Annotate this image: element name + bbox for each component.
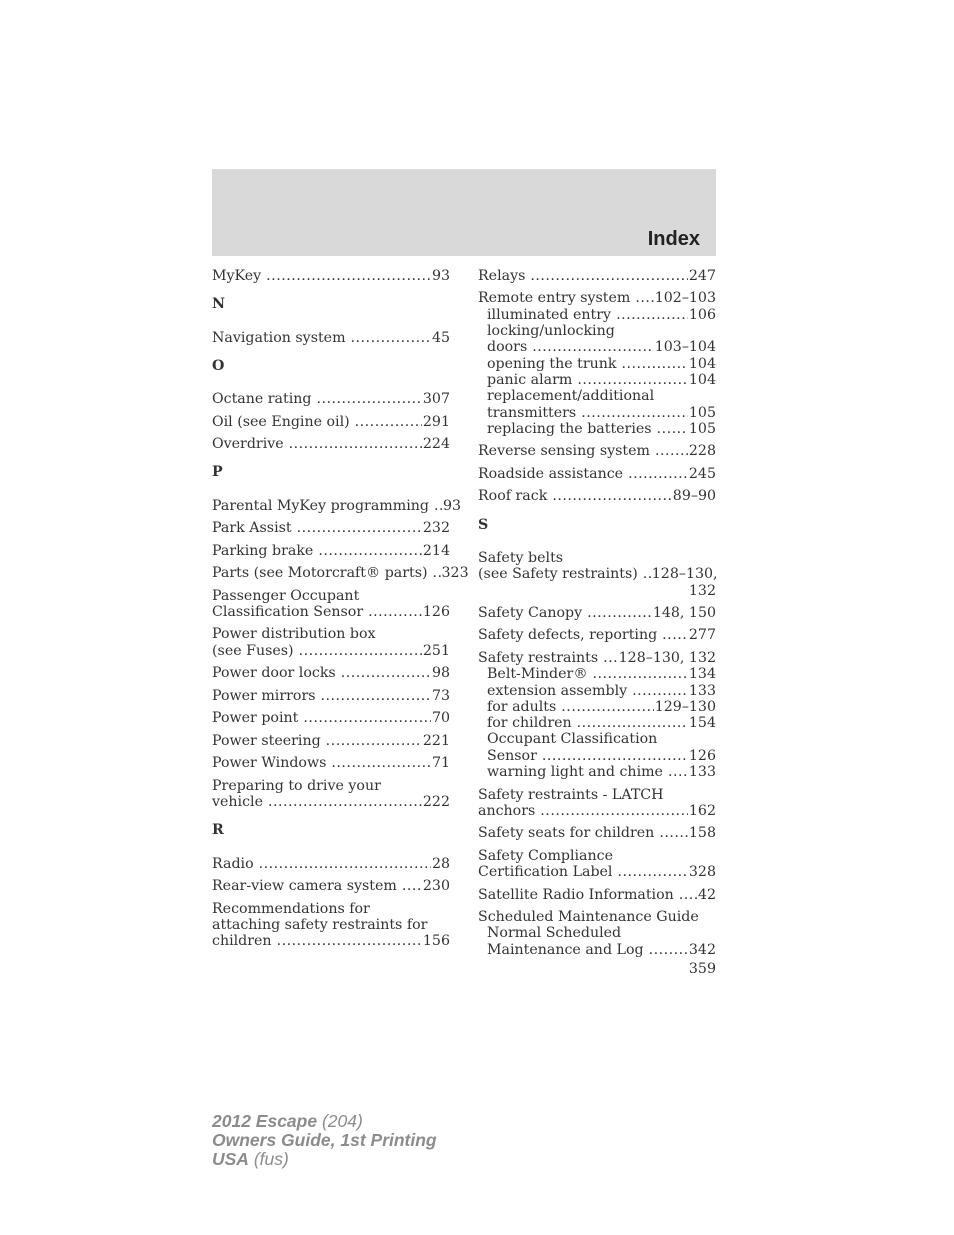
page-ref: 228	[688, 443, 716, 460]
entry-text: Classification Sensor	[212, 603, 364, 620]
page-ref: 106	[688, 306, 716, 323]
index-entry	[212, 665, 450, 681]
leader-dots	[603, 650, 618, 666]
index-entry	[212, 755, 450, 771]
page-ref: 134	[688, 666, 716, 683]
leader-dots	[617, 864, 687, 880]
entry-text: Octane rating	[212, 391, 312, 408]
index-entry	[487, 731, 716, 764]
section-letter: O	[212, 357, 225, 374]
index-entry-group	[478, 909, 716, 958]
entry-line	[478, 488, 716, 504]
index-entry	[487, 666, 716, 682]
entry-text: Preparing to drive your	[212, 777, 381, 794]
entry-text: Roof rack	[478, 488, 548, 505]
entry-text: Normal Scheduled	[487, 925, 622, 942]
entry-line	[478, 627, 716, 643]
entry-text: Park Assist	[212, 520, 292, 537]
leader-dots	[316, 391, 421, 407]
footer	[212, 1112, 437, 1169]
entry-text: for children	[487, 715, 572, 732]
entry-text: doors	[487, 339, 528, 356]
page-ref: 45	[431, 329, 450, 346]
entry-line	[212, 414, 450, 430]
page-ref: 148, 150	[652, 604, 716, 621]
index-entry	[487, 307, 716, 323]
leader-dots	[552, 488, 671, 504]
page-ref: 245	[688, 465, 716, 482]
leader-dots	[542, 748, 688, 764]
entry-line	[212, 710, 450, 726]
entry-text: (see Fuses)	[212, 642, 294, 659]
section-letter: S	[478, 516, 489, 533]
entry-text: MyKey	[212, 268, 262, 284]
index-entry	[487, 323, 716, 356]
index-column-left	[212, 268, 469, 956]
page-ref: 71	[431, 755, 450, 772]
entry-text: Overdrive	[212, 436, 284, 453]
index-entry	[478, 466, 716, 482]
entry-text: extension assembly	[487, 682, 628, 699]
index-entry	[478, 550, 716, 599]
section-letter: N	[212, 296, 225, 313]
page-ref: 126	[688, 747, 716, 764]
index-entry-group	[478, 290, 716, 437]
leader-dots	[628, 466, 688, 482]
leader-dots	[659, 825, 688, 841]
leader-dots	[331, 755, 431, 771]
leader-dots	[341, 665, 431, 681]
leader-dots	[321, 688, 431, 704]
leader-dots	[266, 268, 431, 284]
page-ref: 129–130	[654, 698, 716, 715]
index-entry	[212, 901, 450, 950]
page-ref: 128–130,	[651, 566, 718, 583]
leader-dots	[632, 683, 688, 699]
entry-line	[212, 733, 450, 749]
entry-line	[478, 466, 716, 482]
index-entry	[212, 268, 450, 284]
entry-text: Safety seats for children	[478, 825, 655, 842]
leader-dots	[643, 566, 651, 582]
entry-line	[487, 372, 716, 388]
entry-text: Power distribution box	[212, 626, 376, 643]
entry-line	[487, 405, 716, 421]
leader-dots	[679, 887, 697, 903]
entry-line	[212, 643, 450, 659]
leader-dots	[593, 666, 688, 682]
leader-dots	[577, 715, 688, 731]
page-ref: 102–103	[654, 290, 716, 307]
sub-entries	[478, 925, 716, 958]
entry-line	[487, 339, 716, 355]
leader-dots	[299, 643, 422, 659]
page-ref: 89–90	[672, 488, 716, 505]
index-entry	[212, 330, 450, 346]
index-entry	[478, 605, 716, 621]
leader-dots	[561, 699, 653, 715]
footer-region: USA	[212, 1149, 249, 1169]
entry-text: Parking brake	[212, 542, 314, 559]
leader-dots	[402, 878, 422, 894]
entry-text: Passenger Occupant	[212, 587, 360, 604]
page-ref: 73	[431, 687, 450, 704]
index-entry	[212, 878, 450, 894]
index-column-right	[478, 268, 716, 964]
index-entry	[487, 699, 716, 715]
entry-line	[478, 605, 716, 621]
entry-line	[212, 933, 450, 949]
leader-dots	[616, 307, 688, 323]
entry-text: (see Safety restraints)	[478, 566, 638, 583]
page-ref: 162	[688, 802, 716, 819]
entry-text: locking/unlocking	[487, 323, 615, 340]
entry-text: Certification Label	[478, 864, 613, 881]
header-band	[212, 169, 716, 256]
page-ref: 277	[688, 627, 716, 644]
page-ref: 93	[442, 497, 462, 514]
entry-line	[487, 942, 716, 958]
leader-dots	[662, 627, 688, 643]
entry-line	[487, 748, 716, 764]
page-ref: 42	[697, 886, 716, 903]
page-ref: 105	[688, 420, 716, 437]
entry-line	[487, 764, 716, 780]
index-entry	[212, 710, 450, 726]
page-ref: 98	[431, 665, 450, 682]
entry-line	[478, 650, 716, 666]
page-ref: 251	[422, 642, 450, 659]
entry-text: Rear-view camera system	[212, 878, 397, 895]
sub-entries	[478, 307, 716, 437]
entry-text: Scheduled Maintenance Guide	[478, 909, 699, 926]
index-entry	[212, 778, 450, 811]
leader-dots	[303, 710, 431, 726]
leader-dots	[434, 498, 442, 514]
page-ref: 328	[688, 864, 716, 881]
index-entry	[212, 626, 450, 659]
leader-dots	[657, 421, 688, 437]
leader-dots	[259, 856, 431, 872]
entry-line	[212, 543, 450, 559]
page-ref: 133	[688, 682, 716, 699]
section-letter: P	[212, 464, 223, 481]
index-entry	[212, 436, 450, 452]
index-entry	[487, 356, 716, 372]
index-entry	[212, 414, 450, 430]
entry-text: anchors	[478, 802, 536, 819]
entry-text: Oil (see Engine oil)	[212, 413, 350, 430]
entry-text: Remote entry system	[478, 290, 631, 307]
entry-text: illuminated entry	[487, 306, 612, 323]
index-entry	[478, 627, 716, 643]
leader-dots	[532, 339, 654, 355]
entry-line	[212, 688, 450, 704]
entry-text: children	[212, 933, 272, 950]
page-ref: 222	[422, 793, 450, 810]
index-entry	[478, 443, 716, 459]
entry-line	[478, 268, 716, 284]
entry-text: Parental MyKey programming	[212, 497, 429, 514]
entry-line	[487, 356, 716, 372]
entry-line	[487, 715, 716, 731]
index-entry	[212, 856, 450, 872]
entry-line	[212, 794, 450, 810]
footer-region-code: (fus)	[248, 1149, 289, 1169]
entry-line	[478, 803, 716, 819]
leader-dots	[277, 933, 422, 949]
entry-line	[212, 436, 450, 452]
leader-dots	[530, 268, 688, 284]
entry-text: replacing the batteries	[487, 420, 652, 437]
entry-text: Power point	[212, 710, 299, 727]
page-ref: 133	[688, 764, 716, 781]
page-ref: 154	[688, 715, 716, 732]
leader-dots	[581, 405, 688, 421]
index-entry	[212, 588, 450, 621]
leader-dots	[587, 605, 652, 621]
entry-text: Radio	[212, 855, 254, 872]
index-entry	[487, 715, 716, 731]
entry-text: Reverse sensing system	[478, 443, 650, 460]
page-ref: 128–130, 132	[618, 649, 716, 666]
entry-text: Safety belts	[478, 549, 564, 566]
entry-line	[478, 887, 716, 903]
page-ref: 291	[422, 413, 450, 430]
entry-text: transmitters	[487, 404, 577, 421]
index-entry	[212, 565, 469, 582]
entry-line	[212, 520, 450, 536]
entry-line	[487, 421, 716, 437]
index-entry	[487, 683, 716, 699]
entry-line	[212, 497, 462, 514]
entry-line	[212, 856, 450, 872]
entry-line	[478, 825, 716, 841]
entry-text: Roadside assistance	[478, 465, 624, 482]
footer-model-code: (204)	[317, 1111, 363, 1131]
entry-line	[212, 878, 450, 894]
leader-dots	[635, 290, 653, 306]
footer-guide: Owners Guide, 1st Printing	[212, 1130, 437, 1150]
entry-text: Sensor	[487, 747, 537, 764]
index-entry	[487, 372, 716, 388]
entry-text: Power mirrors	[212, 687, 316, 704]
index-entry	[478, 887, 716, 903]
page-ref: 230	[422, 878, 450, 895]
leader-dots	[355, 414, 422, 430]
index-entry	[212, 391, 450, 407]
entry-line	[212, 391, 450, 407]
sub-entries	[478, 666, 716, 780]
index-entry	[212, 520, 450, 536]
leader-dots	[649, 942, 688, 958]
leader-dots	[268, 794, 422, 810]
index-entry	[212, 688, 450, 704]
entry-line	[212, 665, 450, 681]
leader-dots	[297, 520, 422, 536]
page-ref: 103–104	[654, 339, 716, 356]
leader-dots	[351, 330, 431, 346]
page-ref: 214	[422, 542, 450, 559]
entry-text: for adults	[487, 698, 557, 715]
entry-text: replacement/additional	[487, 388, 655, 405]
index-entry	[212, 497, 462, 514]
page-ref: 105	[688, 404, 716, 421]
leader-dots	[655, 443, 688, 459]
entry-text: Power door locks	[212, 665, 336, 682]
entry-text: Satellite Radio Information	[478, 886, 674, 903]
page-ref: 28	[431, 855, 450, 872]
leader-dots	[289, 436, 422, 452]
page-number: 359	[688, 961, 716, 977]
page-ref: 158	[688, 825, 716, 842]
page-ref: 342	[688, 941, 716, 958]
entry-text: opening the trunk	[487, 355, 617, 372]
entry-text: Safety restraints - LATCH	[478, 786, 664, 803]
index-entry	[212, 733, 450, 749]
index-entry	[487, 925, 716, 958]
entry-line	[212, 330, 450, 346]
entry-text: Safety Compliance	[478, 847, 613, 864]
index-entry	[487, 421, 716, 437]
entry-line	[478, 566, 716, 582]
entry-line	[487, 683, 716, 699]
entry-text: Belt-Minder®	[487, 666, 588, 683]
entry-text: Maintenance and Log	[487, 941, 644, 958]
entry-text: Parts (see Motorcraft® parts)	[212, 565, 428, 582]
page-ref: 307	[422, 391, 450, 408]
page-ref: 224	[422, 436, 450, 453]
entry-text: Power Windows	[212, 755, 327, 772]
index-entry	[478, 268, 716, 284]
index-entry	[212, 543, 450, 559]
page-ref: 126	[422, 603, 450, 620]
footer-model: 2012 Escape	[212, 1111, 318, 1131]
page-ref: 323	[441, 565, 469, 582]
entry-line	[478, 864, 716, 880]
index-entry	[478, 848, 716, 881]
entry-text: panic alarm	[487, 371, 573, 388]
index-entry-group	[478, 650, 716, 780]
page-ref: 221	[422, 732, 450, 749]
entry-text: Safety defects, reporting	[478, 627, 658, 644]
entry-line	[212, 604, 450, 620]
page-ref: 70	[431, 710, 450, 727]
page-title: Index	[647, 228, 700, 250]
index-entry	[478, 787, 716, 820]
page-ref: 247	[688, 268, 716, 284]
leader-dots	[326, 733, 422, 749]
leader-dots	[668, 764, 688, 780]
entry-text: Occupant Classification	[487, 731, 658, 748]
page-ref: 232	[422, 520, 450, 537]
entry-text: Safety Canopy	[478, 604, 583, 621]
entry-text: vehicle	[212, 793, 263, 810]
index-entry	[487, 388, 716, 421]
page-ref: 93	[431, 268, 450, 284]
section-letter: R	[212, 822, 224, 839]
leader-dots	[540, 803, 688, 819]
entry-text: Relays	[478, 268, 526, 284]
page-ref-continued: 132	[688, 582, 716, 599]
entry-line	[212, 565, 469, 582]
entry-text: Navigation system	[212, 329, 346, 346]
page-ref: 156	[422, 933, 450, 950]
entry-text: warning light and chime	[487, 764, 663, 781]
page-ref: 104	[688, 355, 716, 372]
entry-line	[478, 290, 716, 306]
leader-dots	[622, 356, 688, 372]
entry-line	[478, 443, 716, 459]
index-entry	[487, 764, 716, 780]
page-ref: 104	[688, 371, 716, 388]
entry-text: Safety restraints	[478, 649, 599, 666]
entry-line	[487, 666, 716, 682]
index-entry	[478, 488, 716, 504]
entry-line	[212, 755, 450, 771]
entry-text: Power steering	[212, 732, 321, 749]
entry-line	[487, 699, 716, 715]
leader-dots	[577, 372, 688, 388]
entry-text: attaching safety restraints for	[212, 916, 428, 933]
entry-line	[487, 307, 716, 323]
leader-dots	[318, 543, 422, 559]
leader-dots	[433, 565, 441, 581]
index-entry	[478, 825, 716, 841]
entry-text: Recommendations for	[212, 900, 370, 917]
leader-dots	[368, 604, 422, 620]
entry-line	[212, 268, 450, 284]
